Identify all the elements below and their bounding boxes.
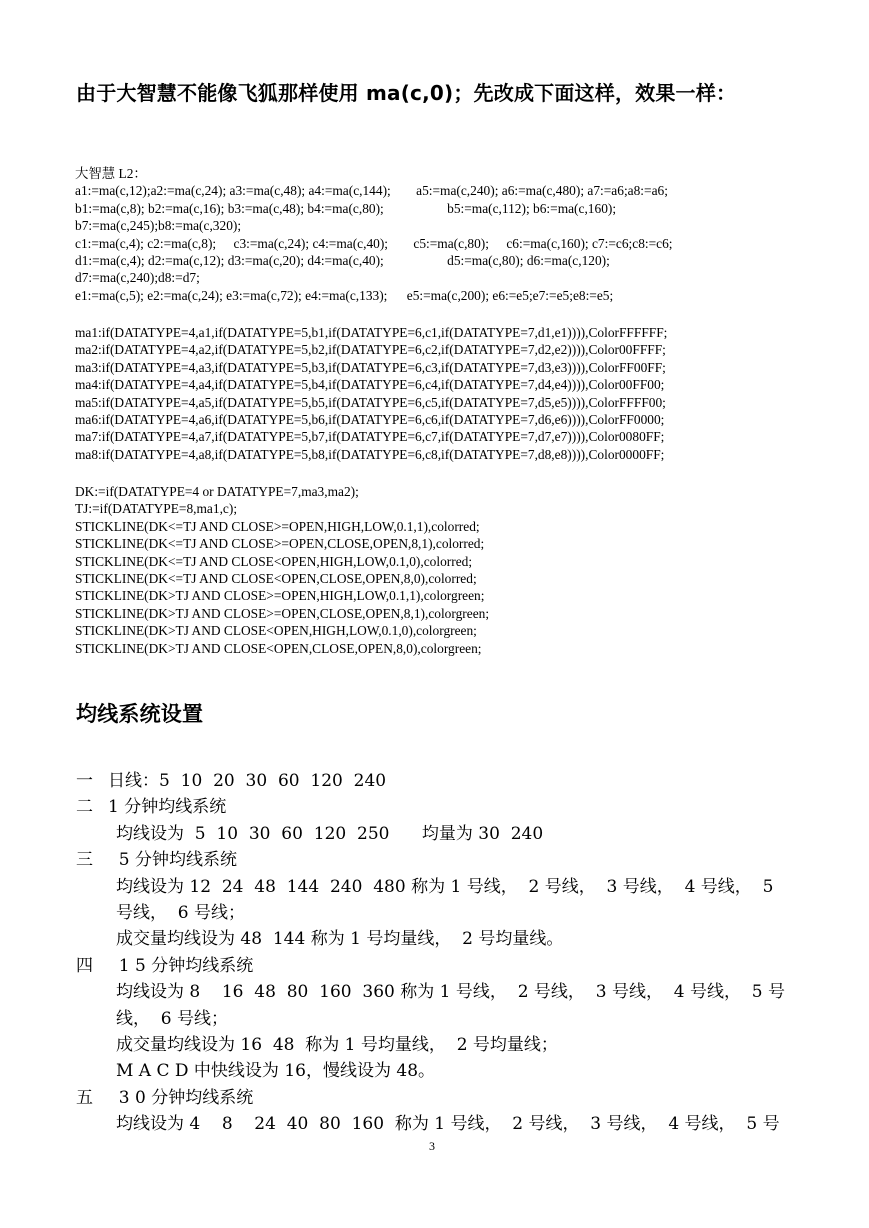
item-number: 一 <box>76 771 93 791</box>
list-item <box>76 794 794 847</box>
code-segment: b2:=ma(c,16); <box>148 200 225 216</box>
code-line: STICKLINE(DK<=TJ AND CLOSE<OPEN,HIGH,LOW,0.1,0),colorred; <box>75 553 473 569</box>
code-segment: c5:=ma(c,80); <box>413 235 489 251</box>
code-line: b7:=ma(c,245);b8:=ma(c,320); <box>75 218 242 234</box>
code-segment: d2:=ma(c,12); <box>148 252 225 268</box>
code-line: d7:=ma(c,240);d8:=d7; <box>75 270 200 286</box>
item-number: 四 <box>76 955 93 976</box>
code-line: ma6:if(DATATYPE=4,a6,if(DATATYPE=5,b6,if(DATATYPE=6,c6,if(DATATYPE=7,d6,e6)))),ColorFF0000; <box>75 411 665 427</box>
code-line <box>75 287 805 304</box>
code-line: STICKLINE(DK<=TJ AND CLOSE>=OPEN,CLOSE,OPEN,8,1),colorred; <box>75 536 485 552</box>
code-segment: c3:=ma(c,24); c4:=ma(c,40); <box>233 235 389 251</box>
item-title: 1 5 分钟均线系统 <box>108 955 254 976</box>
code-line: STICKLINE(DK<=TJ AND CLOSE>=OPEN,HIGH,LOW,0.1,1),colorred; <box>75 518 480 534</box>
item-number: 五 <box>76 1087 93 1108</box>
item-title: 1 分钟均线系统 <box>108 797 227 818</box>
code-line: STICKLINE(DK>TJ AND CLOSE<OPEN,CLOSE,OPEN,8,0),colorgreen; <box>75 640 482 656</box>
code-segment: b1:=ma(c,8); <box>75 200 145 216</box>
code-line: ma3:if(DATATYPE=4,a3,if(DATATYPE=5,b3,if(DATATYPE=6,c3,if(DATATYPE=7,d3,e3)))),ColorFF00FF; <box>75 359 666 375</box>
item-title: 3 0 分钟均线系统 <box>108 1087 254 1108</box>
code-segment: b6:=ma(c,160); <box>533 200 617 216</box>
code-segment: d5:=ma(c,80); <box>447 252 524 268</box>
code-line: STICKLINE(DK>TJ AND CLOSE<OPEN,HIGH,LOW,0.1,0),colorgreen; <box>75 623 477 639</box>
item-detail: 均线设为 12 24 48 144 240 480 称为 1 号线， 2 号线， 3 号线， 4 号线， 5 号线， 6 号线； <box>116 876 779 924</box>
code-segment: b4:=ma(c,80); <box>307 200 384 216</box>
item-number: 二 <box>76 797 93 818</box>
item-detail: M A C D 中快线设为 16，慢线设为 48。 <box>116 1061 436 1082</box>
code-line <box>75 252 805 269</box>
item-title: 日线：5 10 20 30 60 120 240 <box>108 771 387 791</box>
code-segment: a5:=ma(c,240); a6:=ma(c,480); a7:=a6;a8:=a6; <box>416 183 668 199</box>
code-line: 大智慧 L2： <box>75 166 147 181</box>
code-block-params <box>75 165 805 304</box>
item-detail: 均线设为 8 16 48 80 160 360 称为 1 号线， 2 号线， 3 号线， 4 号线， 5 号线， 6 号线； <box>116 982 785 1029</box>
code-line: ma7:if(DATATYPE=4,a7,if(DATATYPE=5,b7,if(DATATYPE=6,c7,if(DATATYPE=7,d7,e7)))),Color0080FF; <box>75 429 665 445</box>
section-heading: 均线系统设置 <box>76 702 204 726</box>
code-segment: d3:=ma(c,20); <box>227 252 305 268</box>
code-block-stickline <box>75 483 805 657</box>
item-detail: 成交量均线设为 16 48 称为 1 号均量线， 2 号均量线； <box>116 1035 558 1056</box>
code-line: STICKLINE(DK>TJ AND CLOSE>=OPEN,CLOSE,OPEN,8,1),colorgreen; <box>75 605 490 621</box>
list-item <box>76 953 794 1085</box>
item-title: 5 分钟均线系统 <box>108 850 238 871</box>
code-line: ma1:if(DATATYPE=4,a1,if(DATATYPE=5,b1,if(DATATYPE=6,c1,if(DATATYPE=7,d1,e1)))),ColorFFFFFF; <box>75 325 668 340</box>
code-line <box>75 200 805 217</box>
code-segment: d1:=ma(c,4); <box>75 252 145 268</box>
code-segment: a1:=ma(c,12);a2:=ma(c,24); a3:=ma(c,48); a4:=ma(c,144); <box>75 183 391 199</box>
list-item <box>76 768 794 794</box>
page-heading: 由于大智慧不能像飞狐那样使用 ma(c,0)；先改成下面这样，效果一样： <box>76 81 737 105</box>
code-segment: d6:=ma(c,120); <box>526 252 610 268</box>
code-line <box>75 235 805 252</box>
code-segment: b5:=ma(c,112); <box>447 200 530 216</box>
code-line: ma5:if(DATATYPE=4,a5,if(DATATYPE=5,b5,if(DATATYPE=6,c5,if(DATATYPE=7,d5,e5)))),ColorFFFF00; <box>75 394 666 410</box>
code-line <box>75 182 805 199</box>
ma-settings-list <box>76 768 794 1138</box>
code-segment: e5:=ma(c,200); e6:=e5;e7:=e5;e8:=e5; <box>406 287 614 303</box>
item-number: 三 <box>76 850 93 871</box>
code-block-ma <box>75 324 805 463</box>
item-detail: 成交量均线设为 48 144 称为 1 号均量线， 2 号均量线。 <box>116 929 564 950</box>
code-line: ma4:if(DATATYPE=4,a4,if(DATATYPE=5,b4,if(DATATYPE=6,c4,if(DATATYPE=7,d4,e4)))),Color00FF00; <box>75 377 665 393</box>
code-segment: c6:=ma(c,160); c7:=c6;c8:=c6; <box>506 235 673 251</box>
code-segment: c1:=ma(c,4); c2:=ma(c,8); <box>75 235 217 251</box>
code-line: TJ:=if(DATATYPE=8,ma1,c); <box>75 501 238 517</box>
item-detail: 均线设为 5 10 30 60 120 250 均量为 30 240 <box>116 823 544 844</box>
code-segment: b3:=ma(c,48); <box>227 200 305 216</box>
list-item <box>76 847 794 953</box>
list-item <box>76 1085 794 1138</box>
code-line: ma2:if(DATATYPE=4,a2,if(DATATYPE=5,b2,if(DATATYPE=6,c2,if(DATATYPE=7,d2,e2)))),Color00FFFF; <box>75 342 666 358</box>
code-line: DK:=if(DATATYPE=4 or DATATYPE=7,ma3,ma2); <box>75 484 359 499</box>
code-line: STICKLINE(DK<=TJ AND CLOSE<OPEN,CLOSE,OPEN,8,0),colorred; <box>75 570 477 586</box>
code-line: STICKLINE(DK>TJ AND CLOSE>=OPEN,HIGH,LOW,0.1,1),colorgreen; <box>75 588 485 604</box>
code-segment: e1:=ma(c,5); e2:=ma(c,24); e3:=ma(c,72); e4:=ma(c,133); <box>75 287 388 303</box>
page-number: 3 <box>429 1139 435 1153</box>
code-line: ma8:if(DATATYPE=4,a8,if(DATATYPE=5,b8,if(DATATYPE=6,c8,if(DATATYPE=7,d8,e8)))),Color0000FF; <box>75 446 665 462</box>
item-detail: 均线设为 4 8 24 40 80 160 称为 1 号线， 2 号线， 3 号线， 4 号线， 5 号 <box>116 1114 780 1135</box>
code-segment: d4:=ma(c,40); <box>307 252 384 268</box>
